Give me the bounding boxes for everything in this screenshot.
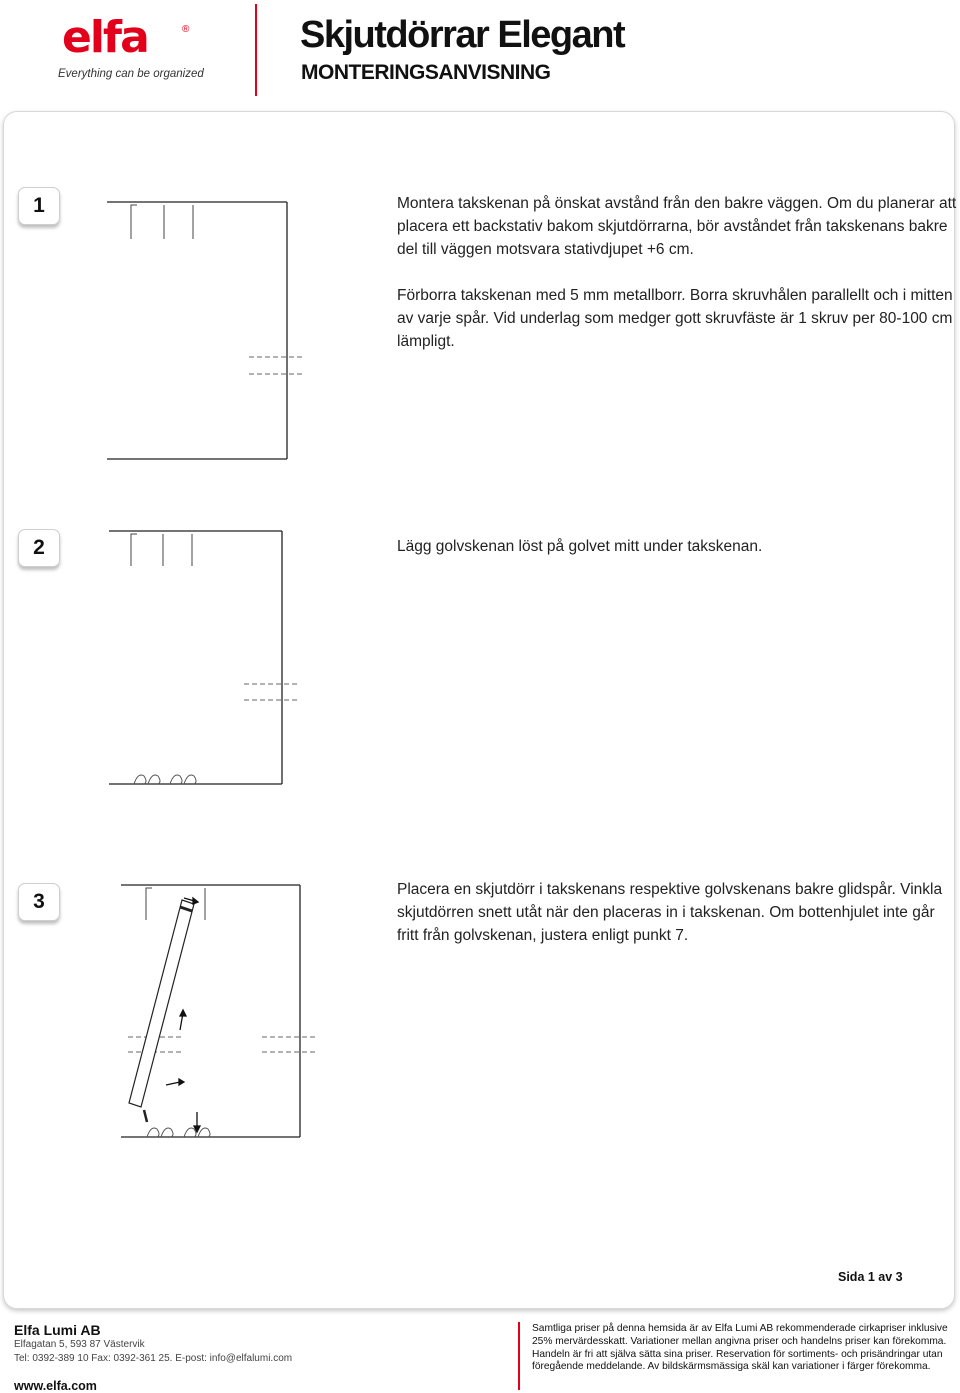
step-3-illustration (114, 880, 319, 1142)
step-2-text (397, 535, 957, 581)
website-link[interactable]: www.elfa.com (14, 1379, 97, 1393)
footer-divider (518, 1322, 520, 1390)
floor-rail-profile (134, 775, 196, 784)
step-2-badge: 2 (18, 529, 60, 567)
step-1-illustration (104, 197, 304, 462)
document-subtitle: MONTERINGSANVISNING (301, 61, 551, 84)
page-indicator: Sida 1 av 3 (838, 1270, 903, 1284)
step-2-illustration (104, 526, 304, 788)
floor-rail-profile (147, 1128, 210, 1137)
company-contact: Tel: 0392-389 10 Fax: 0392-361 25. E-post: info@elfalumi.com (14, 1353, 293, 1364)
step-1-text (397, 192, 957, 376)
document-title: Skjutdörrar Elegant (300, 14, 625, 56)
tilted-door (129, 900, 194, 1122)
company-address: Elfagatan 5, 593 87 Västervik (14, 1339, 145, 1350)
step-3-badge: 3 (18, 883, 60, 921)
logo-registered-mark: ® (182, 24, 190, 35)
step-3-paragraph: Placera en skjutdörr i takskenans respektive golvskenans bakre glidspår. Vinkla skjutdörren snett utåt när den placeras in i takskenan. Om bottenhjulet inte går fritt från golvskenan, justera enligt punkt 7. (397, 881, 943, 944)
elfa-logo (58, 12, 210, 88)
step-1-paragraph: Förborra takskenan med 5 mm metallborr. Borra skruvhålen parallellt och i mitten av varje spår. Vid underlag som medger gott skruvfäste är 1 skruv per 80-100 cm lämpligt. (397, 287, 953, 350)
logo-tagline: Everything can be organized (58, 68, 204, 80)
company-name: Elfa Lumi AB (14, 1322, 101, 1338)
logo-wordmark: elfa (62, 12, 148, 63)
price-disclaimer: Samtliga priser på denna hemsida är av Elfa Lumi AB rekommenderade cirkapriser inklusive 25% mervärdesskatt. Variationer mellan angivna priser och handelns priser kan förekomma. Handeln är fri att själva sätta sina priser. Reservation för sortiments- och prisändringar utan föregående meddelande. Av bildskärmsmässiga skäl kan variationer i färger förekomma. (532, 1323, 948, 1373)
step-1-paragraph: Montera takskenan på önskat avstånd från den bakre väggen. Om du planerar att placera ett backstativ bakom skjutdörrarna, bör avståndet från takskenans bakre del till väggen motsvara stativdjupet +6 cm. (397, 195, 957, 258)
step-3-text (397, 878, 957, 970)
step-1-badge: 1 (18, 187, 60, 225)
header-divider (255, 4, 257, 96)
step-2-paragraph: Lägg golvskenan löst på golvet mitt under takskenan. (397, 538, 763, 555)
instructions-panel (3, 111, 955, 1309)
